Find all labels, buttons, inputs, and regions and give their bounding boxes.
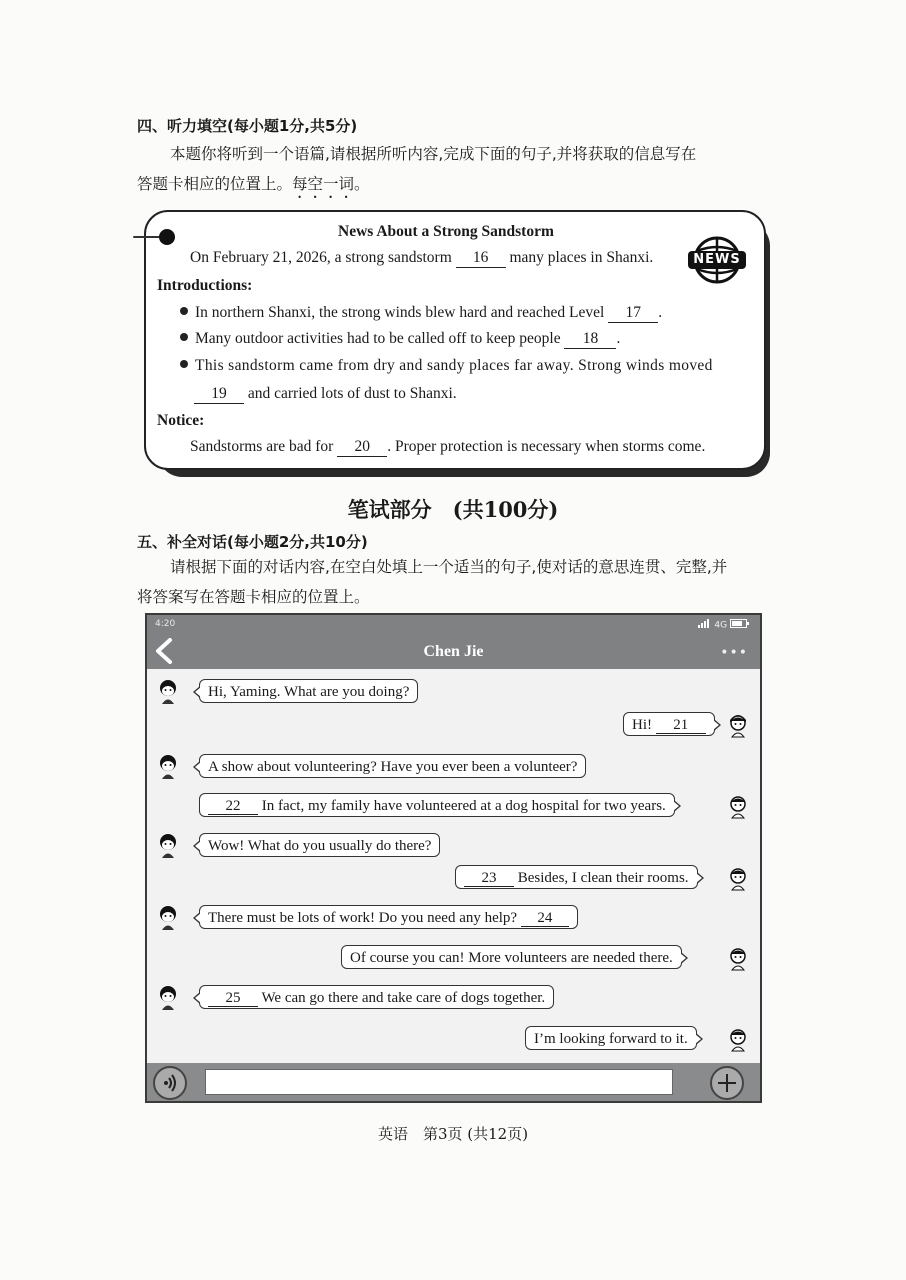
avatar-girl-icon — [157, 905, 179, 931]
news-card — [144, 210, 766, 470]
more-options-icon[interactable]: ••• — [720, 645, 748, 661]
blank-25: 25 — [208, 990, 258, 1007]
pin-dot — [159, 229, 175, 245]
section-4-heading: 四、听力填空(每小题1分,共5分) — [137, 117, 358, 135]
avatar-girl-icon — [157, 679, 179, 705]
news-badge-text: NEWS — [693, 252, 741, 267]
news-intro-line — [190, 249, 653, 268]
blank-21: 21 — [656, 717, 706, 734]
avatar-boy-icon — [727, 793, 749, 819]
signal-text: 4G — [714, 620, 728, 631]
instruction-text: 答题卡相应的位置上。 — [137, 175, 293, 193]
notice-label: Notice: — [157, 412, 205, 429]
text: In northern Shanxi, the strong winds blew hard and reached Level — [195, 304, 609, 321]
section-4-instruction-line1: 本题你将听到一个语篇,请根据所听内容,完成下面的句子,并将获取的信息写在 — [170, 145, 697, 163]
news-title: News About a Strong Sandstorm — [338, 223, 554, 240]
text: . Proper protection is necessary when storms come. — [387, 438, 706, 455]
notice-line — [190, 438, 705, 457]
bullet-item-1 — [180, 304, 662, 323]
introductions-label: Introductions: — [157, 277, 253, 294]
section-5-instruction-line1: 请根据下面的对话内容,在空白处填上一个适当的句子,使对话的意思连贯、完整,并 — [170, 558, 728, 576]
text: Sandstorms are bad for — [190, 438, 338, 455]
section-4-instruction-line2 — [137, 169, 370, 202]
blank-20: 20 — [337, 438, 387, 457]
emphasis-text: 每空一词 — [292, 175, 355, 193]
blank-19: 19 — [194, 385, 244, 404]
chat-message-4 — [199, 793, 675, 817]
text: and carried lots of dust to Shanxi. — [244, 385, 457, 402]
chat-message-2 — [623, 712, 715, 736]
blank-24: 24 — [521, 910, 569, 927]
page-footer: 英语 第3页 (共12页) — [377, 1125, 529, 1143]
chat-message-9 — [199, 985, 554, 1009]
text: There must be lots of work! Do you need any help? — [208, 910, 521, 926]
avatar-girl-icon — [157, 985, 179, 1011]
text: . — [658, 304, 663, 321]
battery-icon — [730, 619, 750, 631]
text: Besides, I clean their rooms. — [514, 870, 689, 886]
chat-message-1: Hi, Yaming. What are you doing? — [199, 679, 418, 703]
text: We can go there and take care of dogs together. — [258, 990, 546, 1006]
chat-contact-name: Chen Jie — [423, 643, 484, 660]
instruction-end: 。 — [354, 175, 370, 193]
bullet-item-3 — [180, 357, 713, 375]
avatar-boy-icon — [727, 1026, 749, 1052]
chat-header — [147, 615, 760, 669]
voice-icon[interactable] — [153, 1066, 187, 1100]
chat-message-7 — [199, 905, 578, 929]
news-globe-icon — [687, 235, 747, 285]
text: This sandstorm came from dry and sandy places far away. Strong winds moved — [195, 357, 713, 374]
chat-message-6 — [455, 865, 698, 889]
signal-bars-icon — [698, 619, 712, 631]
chat-message-8: Of course you can! More volunteers are needed there. — [341, 945, 682, 969]
avatar-girl-icon — [157, 754, 179, 780]
text: Many outdoor activities had to be called off to keep people — [195, 330, 565, 347]
avatar-girl-icon — [157, 833, 179, 859]
section-5-instruction-line2: 将答案写在答题卡相应的位置上。 — [137, 588, 370, 606]
message-input[interactable] — [205, 1069, 673, 1095]
blank-16: 16 — [456, 249, 506, 268]
text: Hi! — [632, 717, 656, 733]
bullet-icon — [180, 360, 188, 368]
avatar-boy-icon — [727, 865, 749, 891]
avatar-boy-icon — [727, 945, 749, 971]
bullet-icon — [180, 307, 188, 315]
text: . — [616, 330, 621, 347]
phone-chat-window — [145, 613, 762, 1103]
written-section-title: 笔试部分 (共100分) — [347, 497, 559, 522]
bullet-item-2 — [180, 330, 620, 349]
bullet-icon — [180, 333, 188, 341]
chat-input-bar — [147, 1063, 760, 1101]
blank-17: 17 — [608, 304, 658, 323]
add-icon[interactable] — [710, 1066, 744, 1100]
text: On February 21, 2026, a strong sandstorm — [190, 249, 456, 266]
avatar-boy-icon — [727, 712, 749, 738]
text: many places in Shanxi. — [505, 249, 654, 266]
chat-message-10: I’m looking forward to it. — [525, 1026, 697, 1050]
status-time: 4:20 — [155, 619, 176, 629]
blank-18: 18 — [564, 330, 616, 349]
chat-message-3: A show about volunteering? Have you ever been a volunteer? — [199, 754, 586, 778]
blank-22: 22 — [208, 798, 258, 815]
text: In fact, my family have volunteered at a dog hospital for two years. — [258, 798, 666, 814]
chat-message-5: Wow! What do you usually do there? — [199, 833, 440, 857]
blank-23: 23 — [464, 870, 514, 887]
section-5-heading: 五、补全对话(每小题2分,共10分) — [137, 533, 368, 551]
status-signal — [698, 619, 750, 631]
bullet-item-3-cont — [194, 385, 457, 404]
